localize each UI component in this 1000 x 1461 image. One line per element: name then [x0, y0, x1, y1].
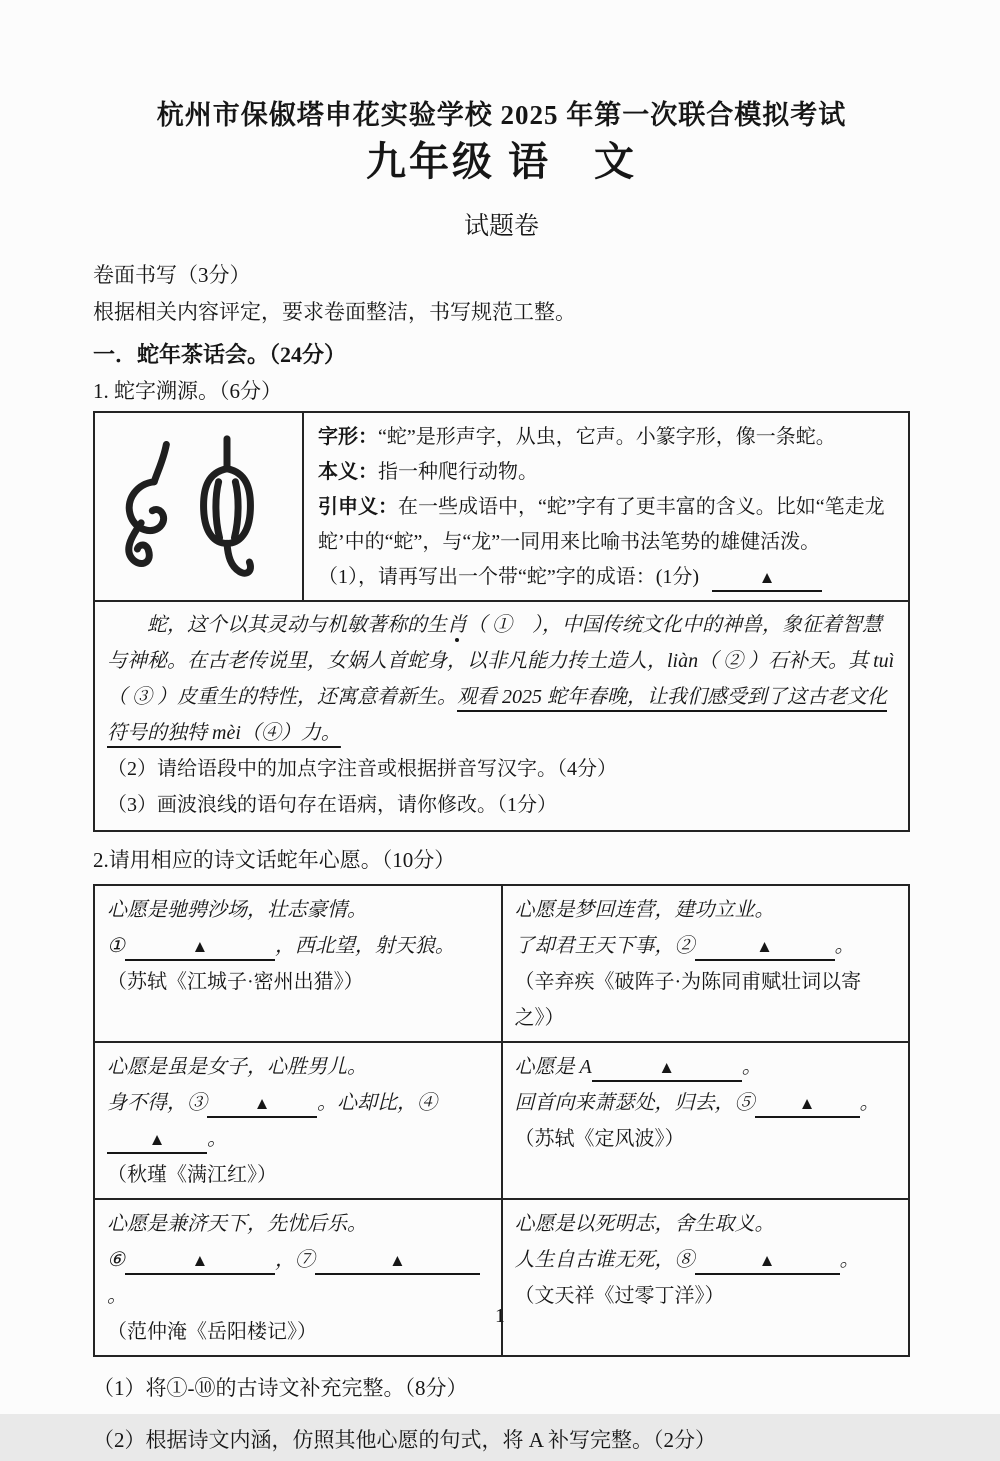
yinshenyi-label: 引申义：: [318, 496, 398, 518]
handwriting-score-line: 卷面书写（3分）: [93, 263, 251, 287]
poem-source: （辛弃疾《破阵子·为陈同甫赋壮词以寄之》）: [514, 971, 862, 1029]
question-2-title: 2.请用相应的诗文话蛇年心愿。（10分）: [93, 848, 456, 872]
answer-blank-8: [695, 1249, 840, 1275]
exam-subject-title: 九年级 语 文: [366, 139, 637, 184]
glyph-sub-question-1: [318, 560, 894, 595]
seal-script-snake-glyph: [115, 427, 283, 587]
seal-script-image-cell: [94, 412, 303, 601]
poem-source: （苏轼《定风波》）: [514, 1128, 685, 1150]
poem-post: 。: [834, 935, 855, 957]
glyph-table-row-2: [94, 601, 909, 831]
answer-blank-A: [592, 1056, 742, 1082]
page-number: 1: [495, 1305, 505, 1327]
wish-poem-table: [93, 884, 910, 1357]
wish-cell-r3l: [94, 1199, 502, 1356]
answer-blank-7: [315, 1249, 480, 1275]
wish-line: 心愿是虽是女子，心胜男儿。: [107, 1056, 367, 1078]
poem-line: [107, 1085, 489, 1157]
triangle-mark: ▲: [253, 1094, 271, 1113]
poem-line: [515, 1242, 897, 1278]
wish-pre: 心愿是 A: [514, 1056, 592, 1078]
poem-line: [515, 928, 897, 964]
triangle-mark: ▲: [191, 1251, 209, 1270]
answer-blank-idiom: [712, 566, 822, 592]
zixing-label: 字形：: [318, 426, 378, 448]
passage-underlined-sentence: 观看 2025 蛇年春晚，让我们感受到了这古老文化符号的独特 mèi（④）力。: [107, 686, 887, 744]
triangle-mark: ▲: [191, 937, 209, 956]
handwriting-note-line: 根据相关内容评定，要求卷面整洁，书写规范工整。: [93, 300, 576, 324]
triangle-mark: ▲: [756, 937, 773, 956]
poem-post: 。: [107, 1285, 127, 1307]
wish-line: 心愿是兼济天下，先忧后乐。: [107, 1213, 367, 1235]
poem-pre: ⑥: [107, 1249, 125, 1271]
poem-line: [107, 1242, 489, 1314]
sub-question-2: （2）请给语段中的加点字注音或根据拼音写汉字。（4分）: [107, 758, 617, 780]
answer-blank-6: [125, 1249, 275, 1275]
glyph-table-row-1: [94, 412, 909, 601]
poem-pre: 回首向来萧瑟处，归去，⑤: [514, 1092, 755, 1114]
zixing-text: “蛇”是形声字，从虫，它声。小篆字形，像一条蛇。: [378, 426, 836, 448]
wish-table-row-1: [94, 885, 909, 1042]
poem-pre: 身不得，③: [107, 1092, 207, 1114]
wish-line: [515, 1049, 897, 1085]
question-2-sub-1: （1）将①-⑩的古诗文补充完整。（8分）: [93, 1376, 468, 1400]
poem-pre: 了却君王天下事，②: [514, 935, 695, 957]
poem-source: （苏轼《江城子·密州出猎》）: [107, 971, 364, 993]
answer-blank-2: [695, 935, 835, 961]
answer-blank-4: [107, 1128, 207, 1154]
snake-glyph-table: [93, 411, 910, 832]
triangle-mark: ▲: [798, 1094, 816, 1113]
poem-post: 。: [859, 1092, 880, 1114]
passage-cell: [94, 601, 909, 831]
poem-mid: 。心却比，④: [317, 1092, 437, 1114]
poem-mid: ，⑦: [274, 1249, 315, 1271]
wish-cell-r2r: [502, 1042, 910, 1199]
sub-question-1-text: （1），请再写出一个带“蛇”字的成语：(1分): [318, 566, 700, 588]
yinshenyi-text: 在一些成语中，“蛇”字有了更丰富的含义。比如“笔走龙蛇’中的“蛇”，与“龙”一同用来比喻书法笔势的雄健活泼。: [318, 496, 885, 553]
wish-line: 心愿是驰骋沙场，壮志豪情。: [107, 899, 367, 921]
poem-post: ，西北望，射天狼。: [274, 935, 455, 957]
wish-post: 。: [741, 1056, 762, 1078]
wish-table-row-2: [94, 1042, 909, 1199]
poem-source: （文天祥《过零丁洋》）: [514, 1285, 725, 1307]
glyph-benyi-line: [318, 455, 894, 490]
wish-line: 心愿是梦回连营，建功立业。: [514, 899, 775, 921]
glyph-yinshenyi-line: [318, 490, 894, 560]
passage-text: [107, 607, 896, 751]
benyi-label: 本义：: [318, 461, 378, 483]
triangle-mark: ▲: [758, 568, 776, 587]
answer-blank-5: [755, 1092, 860, 1118]
triangle-mark: ▲: [758, 1251, 776, 1270]
triangle-mark: ▲: [658, 1058, 676, 1077]
poem-source: （秋瑾《满江红》）: [107, 1164, 277, 1186]
wish-table-row-3: [94, 1199, 909, 1356]
wish-cell-r2l: [94, 1042, 502, 1199]
answer-blank-3: [207, 1092, 317, 1118]
poem-line: [515, 1085, 897, 1121]
poem-pre: 人生自古谁无死，⑧: [514, 1249, 695, 1271]
section-one-heading: 一．蛇年茶话会。（24分）: [93, 342, 347, 367]
dotted-emphasis-char: 肖: [447, 614, 467, 636]
answer-blank-1: [125, 935, 275, 961]
sub-question-3: （3）画波浪线的语句存在语病，请你修改。（1分）: [107, 794, 557, 816]
question-1-title: 1. 蛇字溯源。（6分）: [93, 379, 282, 403]
paper-type-label: 试题卷: [463, 213, 539, 240]
passage-seg-2: （ ① ），中国传统文化中的神兽，象征着智慧与神秘。在古老传说里，女娲人首蛇身，以非凡能力抟土造人，liàn（ ② ）石补天。其 tuì（ ③ ）皮重生的特性，还寓意着新生。: [107, 614, 895, 708]
glyph-zixing-line: [318, 420, 894, 455]
poem-post: 。: [207, 1128, 227, 1150]
triangle-mark: ▲: [389, 1251, 406, 1270]
passage-seg-1: 蛇，这个以其灵动与机敏著称的生: [147, 614, 447, 636]
exam-title: 杭州市保俶塔申花实验学校 2025 年第一次联合模拟考试: [156, 100, 847, 130]
poem-post: 。: [839, 1249, 860, 1271]
glyph-info-cell: [303, 412, 909, 601]
wish-cell-r1r: [502, 885, 910, 1042]
wish-line: 心愿是以死明志，舍生取义。: [514, 1213, 775, 1235]
benyi-text: 指一种爬行动物。: [378, 461, 538, 483]
poem-pre: ①: [107, 935, 125, 957]
question-2-sub-2: （2）根据诗文内涵，仿照其他心愿的句式，将 A 补写完整。（2分）: [93, 1428, 717, 1452]
poem-line: [107, 928, 489, 964]
poem-source: （范仲淹《岳阳楼记》）: [107, 1321, 317, 1343]
wish-cell-r3r: [502, 1199, 910, 1356]
wish-cell-r1l: [94, 885, 502, 1042]
triangle-mark: ▲: [148, 1130, 166, 1149]
